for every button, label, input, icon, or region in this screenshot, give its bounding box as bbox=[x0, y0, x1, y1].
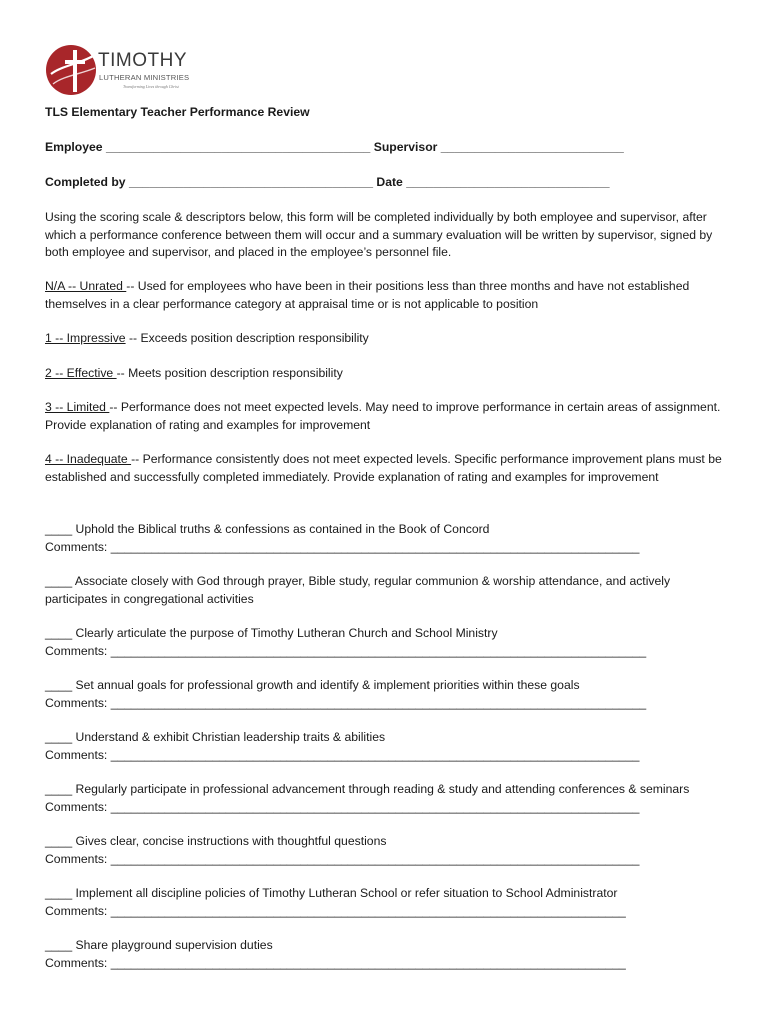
comments-label: Comments: bbox=[45, 955, 108, 970]
criterion-item bbox=[45, 833, 735, 868]
criterion-text: Associate closely with God through prayer, Bible study, regular communion & worship attendance, and actively participates in congregational activities bbox=[45, 574, 671, 606]
employee-label: Employee bbox=[45, 140, 103, 154]
scale-desc: -- Performance does not meet expected levels. May need to improve performance in certain areas of assignment. Provide explanation of rating and examples for improvement bbox=[45, 400, 721, 432]
intro-paragraph: Using the scoring scale & descriptors below, this form will be completed individually by both employee and supervisor, after which a performance conference between them will occur and a summary evaluation will be written by supervisor, signed by both employee and supervisor, and placed in the employee’s personnel file. bbox=[45, 210, 713, 259]
rating-field[interactable]: ____ bbox=[45, 522, 73, 536]
criterion-item bbox=[45, 781, 735, 816]
completed-by-label: Completed by bbox=[45, 175, 126, 189]
date-label: Date bbox=[376, 175, 403, 189]
scale-2 bbox=[45, 365, 735, 383]
criterion-text: Set annual goals for professional growth and identify & implement priorities within these goals bbox=[72, 678, 580, 692]
criterion-item bbox=[45, 521, 735, 556]
supervisor-label: Supervisor bbox=[373, 140, 438, 154]
rating-field[interactable]: ____ bbox=[45, 834, 73, 848]
comments-field[interactable]: _______________________________________________________________________________ bbox=[110, 643, 647, 658]
criterion-text: Clearly articulate the purpose of Timothy Lutheran Church and School Ministry bbox=[72, 626, 498, 640]
logo-tagline: Transforming Lives through Christ bbox=[123, 84, 179, 89]
comments-label: Comments: bbox=[45, 851, 108, 866]
criterion-text: Uphold the Biblical truths & confessions as contained in the Book of Concord bbox=[72, 522, 490, 536]
scale-na bbox=[45, 278, 735, 313]
comments-field[interactable]: ____________________________________________________________________________ bbox=[110, 903, 626, 918]
comments-field[interactable]: ______________________________________________________________________________ bbox=[110, 539, 640, 554]
completed-by-field[interactable]: ____________________________________ bbox=[128, 175, 373, 189]
scale-desc: -- Used for employees who have been in their positions less than three months and have not established themselves in a clear performance category at appraisal time or is not applicable to position bbox=[45, 279, 690, 311]
criterion-text: Understand & exhibit Christian leadership traits & abilities bbox=[72, 730, 386, 744]
timothy-logo bbox=[45, 44, 195, 98]
rating-field[interactable]: ____ bbox=[45, 678, 73, 692]
rating-field[interactable]: ____ bbox=[45, 574, 73, 588]
rating-field[interactable]: ____ bbox=[45, 626, 73, 640]
criterion-item bbox=[45, 573, 735, 608]
scale-desc: -- Performance consistently does not meet expected levels. Specific performance improvement plans must be established and successfully completed immediately. Provide explanation of rating and examples for improvement bbox=[45, 452, 722, 484]
comments-label: Comments: bbox=[45, 643, 108, 658]
criterion-text: Gives clear, concise instructions with thoughtful questions bbox=[72, 834, 387, 848]
criterion-item bbox=[45, 625, 735, 660]
criterion-text: Implement all discipline policies of Timothy Lutheran School or refer situation to School Administrator bbox=[72, 886, 618, 900]
comments-label: Comments: bbox=[45, 747, 108, 762]
comments-label: Comments: bbox=[45, 903, 108, 918]
criterion-item bbox=[45, 677, 735, 712]
criterion-text: Share playground supervision duties bbox=[72, 938, 273, 952]
comments-label: Comments: bbox=[45, 799, 108, 814]
scale-1 bbox=[45, 330, 735, 348]
supervisor-field[interactable]: ___________________________ bbox=[440, 140, 624, 154]
scale-label: 2 -- Effective bbox=[45, 366, 117, 380]
scale-label: N/A -- Unrated bbox=[45, 279, 127, 293]
logo-subtitle: LUTHERAN MINISTRIES bbox=[99, 73, 190, 82]
scale-4 bbox=[45, 451, 735, 486]
cross-seal-icon bbox=[45, 44, 97, 96]
rating-field[interactable]: ____ bbox=[45, 730, 73, 744]
comments-field[interactable]: ______________________________________________________________________________ bbox=[110, 747, 640, 762]
date-field[interactable]: ______________________________ bbox=[406, 175, 610, 189]
comments-field[interactable]: ______________________________________________________________________________ bbox=[110, 851, 640, 866]
comments-field[interactable]: ______________________________________________________________________________ bbox=[110, 799, 640, 814]
logo-name: TIMOTHY bbox=[98, 50, 187, 71]
scale-3 bbox=[45, 399, 735, 434]
scale-label: 3 -- Limited bbox=[45, 400, 110, 414]
rating-field[interactable]: ____ bbox=[45, 886, 73, 900]
employee-supervisor-row bbox=[45, 139, 624, 157]
comments-label: Comments: bbox=[45, 695, 108, 710]
criterion-item bbox=[45, 729, 735, 764]
employee-field[interactable]: _______________________________________ bbox=[105, 140, 371, 154]
completed-date-row bbox=[45, 174, 610, 192]
criterion-text: Regularly participate in professional advancement through reading & study and attending conferences & seminars bbox=[72, 782, 690, 796]
form-title: TLS Elementary Teacher Performance Review bbox=[45, 105, 310, 119]
rating-field[interactable]: ____ bbox=[45, 782, 73, 796]
comments-field[interactable]: _______________________________________________________________________________ bbox=[110, 695, 647, 710]
scale-label: 4 -- Inadequate bbox=[45, 452, 132, 466]
comments-field[interactable]: ____________________________________________________________________________ bbox=[110, 955, 626, 970]
criterion-item bbox=[45, 937, 735, 972]
scale-label: 1 -- Impressive bbox=[45, 331, 126, 345]
criterion-item bbox=[45, 885, 735, 920]
scale-desc: -- Meets position description responsibility bbox=[116, 366, 343, 380]
comments-label: Comments: bbox=[45, 539, 108, 554]
rating-field[interactable]: ____ bbox=[45, 938, 73, 952]
scale-desc: -- Exceeds position description responsibility bbox=[125, 331, 369, 345]
